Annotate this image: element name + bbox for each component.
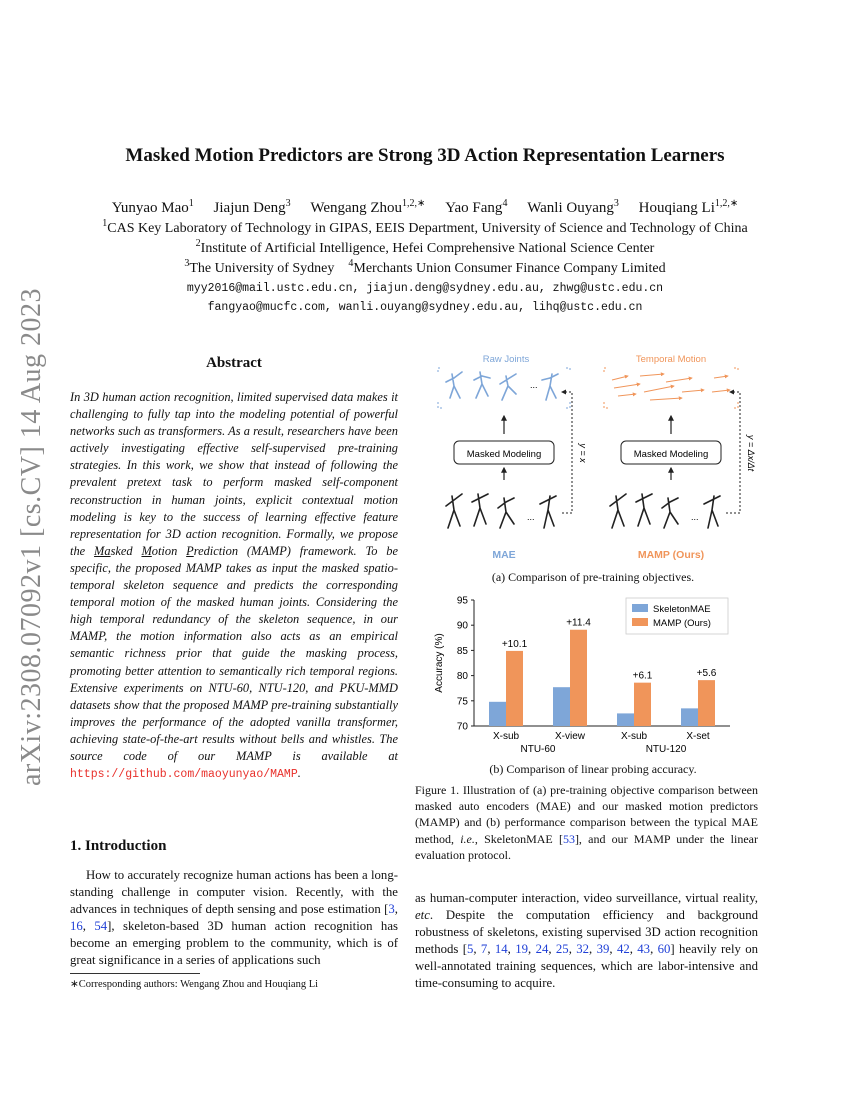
delta-label: +11.4 [566, 617, 591, 629]
figure-1-caption: Figure 1. Illustration of (a) pre-training objective comparison between masked auto encoders (MAE) and our masked motion predictors (MAMP) and (b) performance comparison between the typical MAE method, i.e., SkeletonMAE [53], and our MAMP under the linear evaluation protocol. [415, 783, 758, 862]
figure-1b-chart [430, 588, 756, 760]
y-eq-dx-label: y = Δx/Δt [746, 434, 756, 472]
group-label: NTU-120 [645, 744, 687, 755]
dashed-target-arrow [562, 392, 572, 513]
x-tick-label: X-set [686, 731, 710, 742]
citation-list: 5, 7, 14, 19, 24, 25, 32, 39, 42, 43, 60 [466, 942, 671, 957]
bar-mamp [570, 630, 587, 726]
input-skeletons-right [610, 494, 720, 528]
abstract-body: In 3D human action recognition, limited supervised data makes it challenging to fully tap into the modeling potential of powerful networks such as transformers. As a result, researchers have been actively investigating effective self-supervised pre-training strategies. In this work, we show that instead of following the prevalent pretext task to perform masked self-component reconstruction in human joints, explicit contextual motion modeling is key to the success of learning effective feature representation for 3D action recognition. Formally, we propose the Masked Motion Prediction (MAMP) framework. To be specific, the proposed MAMP takes as input the masked spatio-temporal skeleton sequence and predicts the corresponding temporal motion of the masked human joints. Considering the high temporal redundancy of the skeleton sequence, in our MAMP, the motion information also acts as an empirical semantic richness prior that guide the masking process, promoting better attention to semantically rich temporal regions. Extensive experiments on NTU-60, NTU-120, and PKU-MMD datasets show that the proposed MAMP pre-training substantially improves the performance of the adopted vanilla transformer, achieving state-of-the-art results without bells and whistles. The source code of our MAMP is available at https://github.com/maoyunyao/MAMP. [70, 390, 398, 782]
x-tick-label: X-sub [492, 731, 520, 742]
affiliation-2: $^2$Institute of Artificial Intelligence, Hefei Comprehensive National Science Center [195, 238, 655, 256]
citation-link[interactable]: 25 [555, 942, 569, 957]
y-tick-label: 90 [456, 620, 468, 632]
caption-b: (b) Comparison of linear probing accuracy. [489, 762, 697, 776]
arxiv-stamp: arXiv:2308.07092v1 [cs.CV] 14 Aug 2023 [16, 287, 47, 787]
ellipsis: ... [691, 512, 699, 522]
emails-line-1: myy2016@mail.ustc.edu.cn, jiajun.deng@sydney.edu.au, zhwg@ustc.edu.cn [186, 282, 664, 295]
footnote-rule [70, 973, 200, 974]
chart-labels [493, 618, 717, 755]
delta-label: +6.1 [632, 670, 653, 682]
bar-skeletonmae [617, 713, 634, 726]
raw-joints-label: Raw Joints [482, 354, 530, 365]
paper-title: Masked Motion Predictors are Strong 3D Action Representation Learners [125, 145, 725, 166]
intro-body: How to accurately recognize human actions has been a long-standing challenge in computer vision. Recently, with the advances in techniques of depth sensing and pose estimation [3, 16, 54], skeleton-based 3D human action recognition has become an emerging problem to the community, which is of great significance in a series of applications such [70, 868, 398, 968]
input-skeletons-left [446, 494, 556, 528]
author: Wengang Zhou$^{1,2,∗}$ [310, 198, 426, 216]
temporal-motion-bracket [604, 368, 738, 408]
delta-label: +10.1 [501, 638, 528, 650]
emails-line-2: fangyao@mucfc.com, wanli.ouyang@sydney.edu.au, lihq@ustc.edu.cn [207, 301, 643, 314]
author: Jiajun Deng$^3$ [213, 198, 291, 216]
dashed-target-arrow [726, 392, 740, 513]
bar-skeletonmae [489, 702, 506, 726]
author-list [0, 200, 850, 217]
bar-skeletonmae [553, 687, 570, 726]
y-eq-x-label: y = x [578, 443, 588, 463]
citation-link[interactable]: 60 [657, 942, 671, 957]
right-column-body: as human-computer interaction, video surveillance, virtual reality, etc. Despite the computation efficiency and background robustness of skeletons, existing supervised 3D action recognition methods [5, 7, 14, 19, 24, 25, 32, 39, 42, 43, 60] heavily rely on well-annotated training sequences, which are labor-intensive and time-consuming to acquire. [415, 891, 759, 991]
caption-a: (a) Comparison of pre-training objectives. [491, 570, 695, 584]
x-tick-label: X-view [554, 731, 586, 742]
citation-link[interactable]: 42 [616, 942, 630, 957]
citation-link[interactable]: 19 [515, 942, 529, 957]
citation-link[interactable]: 39 [596, 942, 610, 957]
figure-1a-diagram [430, 348, 756, 586]
y-axis-label: Accuracy (%) [434, 633, 445, 693]
legend-label: SkeletonMAE [653, 604, 711, 615]
ellipsis: ... [527, 512, 535, 522]
citation-link[interactable]: 3 [388, 902, 395, 917]
motion-vectors [612, 374, 730, 400]
chart-legend [626, 598, 728, 634]
x-tick-label: X-sub [620, 731, 648, 742]
legend-label: MAMP (Ours) [653, 618, 711, 629]
legend-swatch [632, 604, 648, 612]
author: Yunyao Mao$^1$ [111, 198, 194, 216]
citation-link[interactable]: 24 [535, 942, 549, 957]
masked-modeling-label: Masked Modeling [466, 449, 542, 460]
citation-link[interactable]: 14 [494, 942, 508, 957]
citation-link[interactable]: 7 [480, 942, 488, 957]
bar-skeletonmae [681, 708, 698, 726]
bar-mamp [506, 651, 523, 726]
legend-swatch [632, 618, 648, 626]
citation-link[interactable]: 5 [466, 942, 474, 957]
footnote: ∗Corresponding authors: Wengang Zhou and Houqiang Li [70, 979, 319, 990]
citation-link[interactable]: 16 [70, 919, 83, 934]
y-tick-label: 75 [456, 696, 468, 708]
citation-link[interactable]: 54 [94, 919, 108, 934]
temporal-motion-label: Temporal Motion [635, 354, 707, 365]
blue-skeletons [446, 372, 558, 400]
code-link[interactable]: https://github.com/maoyunyao/MAMP [70, 768, 298, 782]
affiliation-3-4: $^3$The University of Sydney $^4$Merchants Union Consumer Finance Company Limited [184, 258, 666, 276]
author: Houqiang $Li^{1,2,∗}$ [638, 198, 739, 216]
group-label: NTU-60 [520, 744, 556, 755]
abstract-heading: Abstract [206, 355, 262, 371]
citation-link[interactable]: 53 [562, 831, 575, 846]
ellipsis: ... [530, 380, 538, 390]
bar-mamp [698, 680, 715, 726]
affiliation-1: $^1$CAS Key Laboratory of Technology in GIPAS, EEIS Department, University of Science and Technology of China [102, 218, 748, 236]
y-tick-label: 85 [456, 645, 468, 657]
author: Wanli Ouyang$^3$ [527, 198, 619, 216]
mamp-label: MAMP (Ours) [637, 549, 705, 561]
intro-heading: 1. Introduction [70, 838, 167, 854]
bar-mamp [634, 683, 651, 726]
masked-modeling-label: Masked Modeling [633, 449, 709, 460]
y-tick-label: 95 [456, 595, 468, 607]
delta-label: +5.6 [696, 668, 717, 680]
y-tick-label: 70 [456, 721, 468, 733]
citation-link[interactable]: 32 [576, 942, 590, 957]
citation-link[interactable]: 43 [637, 942, 651, 957]
y-tick-label: 80 [456, 671, 468, 683]
author: Yao Fang$^4$ [445, 198, 508, 216]
mae-label: MAE [492, 549, 516, 561]
